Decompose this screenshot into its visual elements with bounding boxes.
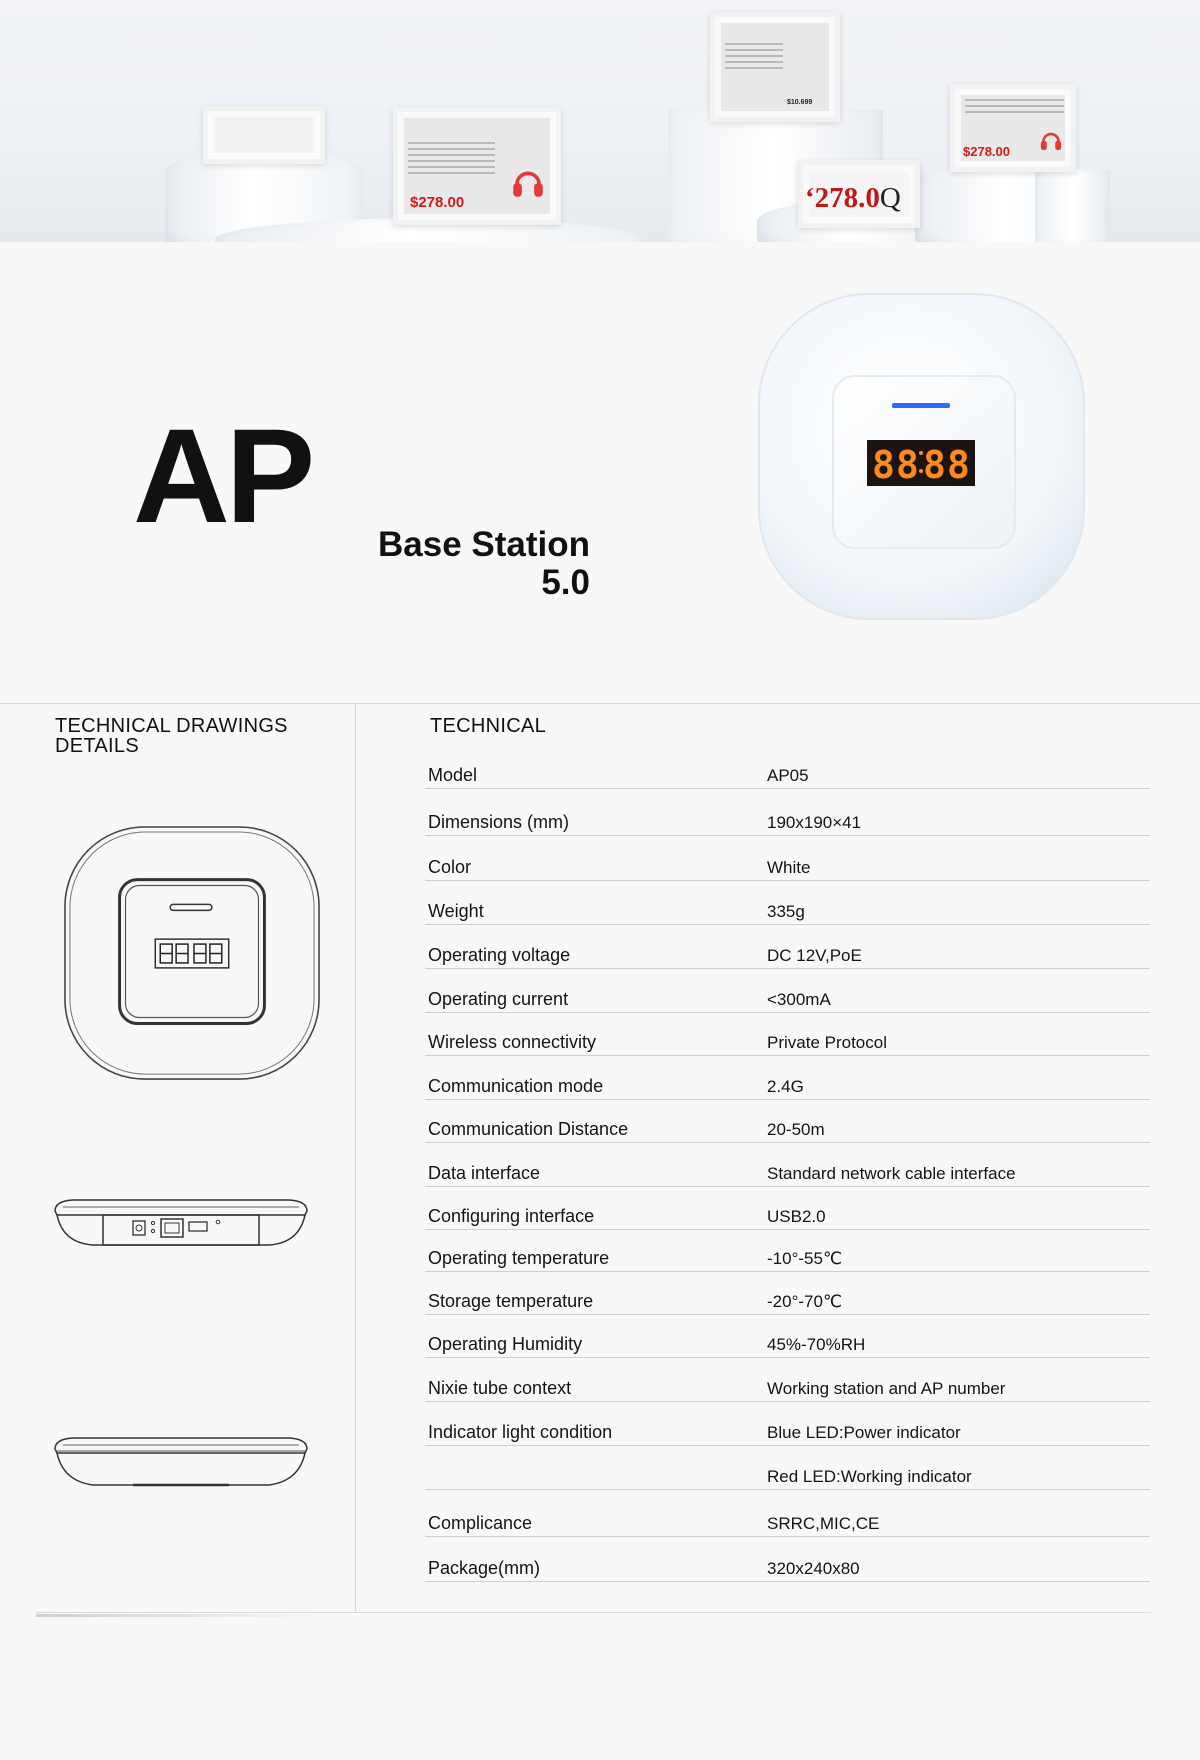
drawing-top-view: [62, 825, 322, 1083]
drawings-heading: TECHNICAL DRAWINGS DETAILS: [55, 715, 288, 757]
spec-row: [425, 799, 1150, 836]
spec-value: 335g: [767, 902, 805, 921]
spec-label: Complicance: [428, 1513, 533, 1533]
spec-value: -10°-55℃: [767, 1249, 843, 1268]
spec-row: [425, 932, 1150, 969]
tag-price: $278.00: [963, 144, 1010, 159]
price-tag-blank: [203, 106, 325, 164]
spec-label: Operating voltage: [428, 945, 571, 965]
spec-label: Storage temperature: [428, 1291, 594, 1311]
svg-text:8: 8: [896, 443, 919, 487]
spec-label: Weight: [428, 901, 484, 921]
spec-value: Working station and AP number: [767, 1379, 1006, 1398]
spec-value: 320x240x80: [767, 1559, 860, 1578]
spec-row: [425, 1063, 1150, 1100]
spec-value: Red LED:Working indicator: [767, 1467, 972, 1486]
spec-row: [425, 1019, 1150, 1056]
product-title: AP: [133, 402, 312, 551]
product-subtitle: [372, 526, 590, 602]
spec-label: Configuring interface: [428, 1206, 595, 1226]
price-tag: [950, 84, 1076, 172]
product-banner: [0, 0, 1200, 242]
spec-value: DC 12V,PoE: [767, 946, 862, 965]
spec-row: [425, 1365, 1150, 1402]
spec-label: Communication mode: [428, 1076, 604, 1096]
drawing-side-view-ports: [53, 1195, 309, 1255]
spec-label: Wireless connectivity: [428, 1032, 597, 1052]
svg-text:8: 8: [923, 443, 946, 487]
spec-row: [425, 1193, 1150, 1230]
spec-label: Operating Humidity: [428, 1334, 583, 1354]
spec-value: USB2.0: [767, 1207, 826, 1226]
base-station-photo: [755, 290, 1088, 623]
headphone-icon: [512, 164, 544, 200]
spec-row: [425, 1545, 1150, 1582]
spec-row: [425, 844, 1150, 881]
headphone-icon: [1040, 127, 1062, 153]
spec-label: Package(mm): [428, 1558, 541, 1578]
spec-value: 45%-70%RH: [767, 1335, 866, 1354]
spec-value: 2.4G: [767, 1077, 804, 1096]
spec-label: Communication Distance: [428, 1119, 629, 1139]
display-pedestal: [1035, 170, 1110, 242]
section-divider: [0, 703, 1200, 704]
spec-row: [425, 1409, 1150, 1446]
column-divider: [355, 703, 356, 1613]
spec-row: [425, 1500, 1150, 1537]
spec-value: Standard network cable interface: [767, 1164, 1016, 1183]
spec-value: Private Protocol: [767, 1033, 887, 1052]
spec-row: [425, 1453, 1150, 1490]
spec-label: Dimensions (mm): [428, 812, 570, 832]
spec-row: [425, 888, 1150, 925]
spec-value: SRRC,MIC,CE: [767, 1514, 880, 1533]
spec-row: [425, 1150, 1150, 1187]
tag-price: $278.00: [410, 194, 465, 211]
price-tag: [393, 107, 561, 225]
led-blue-icon: [892, 403, 950, 408]
spec-row: [425, 752, 1150, 789]
spec-value: Blue LED:Power indicator: [767, 1423, 961, 1442]
spec-value: <300mA: [767, 990, 831, 1009]
spec-label: Color: [428, 857, 472, 877]
spec-row: [425, 976, 1150, 1013]
spec-label: Model: [428, 765, 478, 785]
tag-price: $10.699: [787, 99, 813, 106]
spec-label: Operating temperature: [428, 1248, 610, 1268]
spec-row: [425, 1235, 1150, 1272]
svg-text:8: 8: [947, 443, 970, 487]
spec-row: [425, 1278, 1150, 1315]
spec-label: Indicator light condition: [428, 1422, 613, 1442]
product-subtitle-name: Base Station: [378, 525, 590, 564]
spec-value: AP05: [767, 766, 809, 785]
spec-value: White: [767, 858, 811, 877]
product-subtitle-version: 5.0: [541, 563, 590, 602]
spec-value: 190x190×41: [767, 813, 862, 832]
technical-heading: TECHNICAL: [430, 715, 547, 737]
spec-label: Nixie tube context: [428, 1378, 572, 1398]
spec-row: [425, 1106, 1150, 1143]
spec-label: Operating current: [428, 989, 569, 1009]
spec-value: 20-50m: [767, 1120, 825, 1139]
spec-row: [425, 1321, 1150, 1358]
drawing-side-view: [53, 1433, 309, 1493]
spec-value: -20°-70℃: [767, 1292, 843, 1311]
tag-price-large: ‘278.0Q: [805, 182, 901, 214]
price-tag: [710, 12, 840, 122]
section-divider-shade: [36, 1614, 321, 1617]
spec-label: Data interface: [428, 1163, 541, 1183]
section-divider: [36, 1612, 1151, 1613]
svg-text:8: 8: [872, 443, 895, 487]
